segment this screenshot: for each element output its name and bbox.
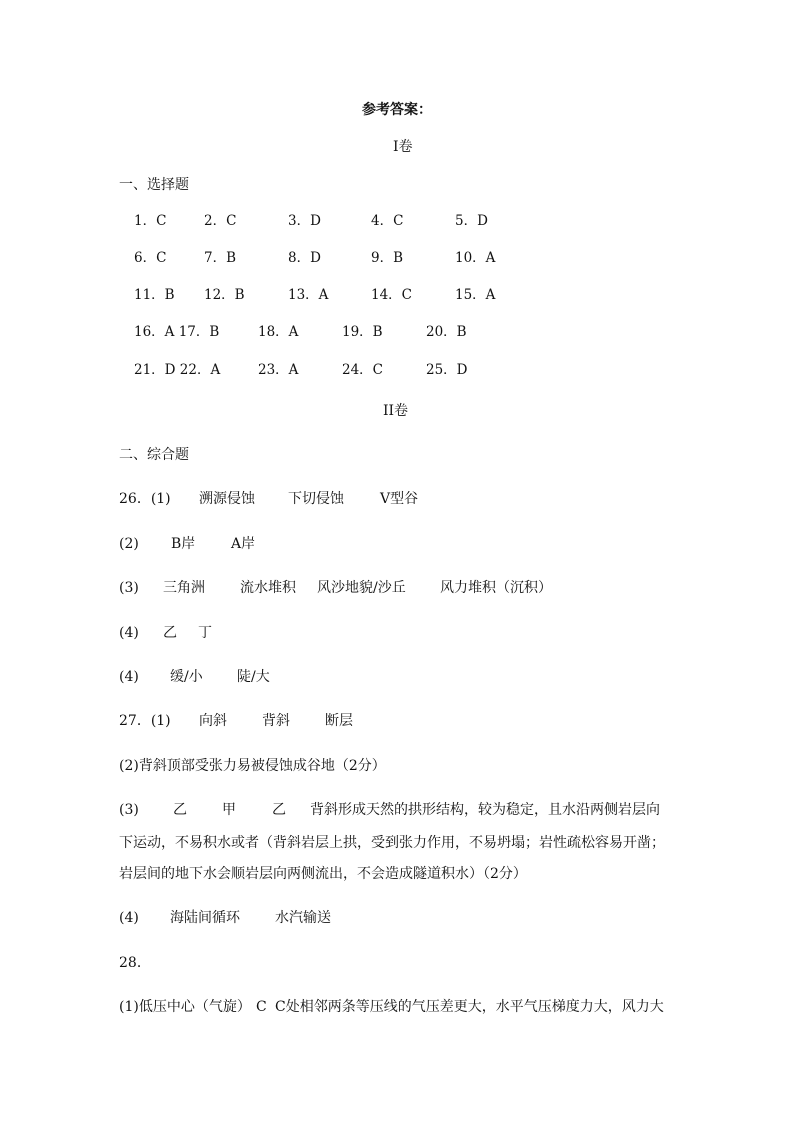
q28-number: 28． (119, 955, 151, 971)
answer-text: 水汽输送 (275, 910, 331, 926)
answer-text: 断层 (325, 713, 353, 729)
answer-text: 丁 (198, 625, 212, 641)
mc-answer: 9．B (371, 250, 404, 266)
answer-text: 海陆间循环 (170, 910, 240, 926)
mc-answer: 18．A (258, 324, 299, 340)
mc-answer: 10．A (455, 250, 496, 266)
answer-text: 乙 (163, 625, 177, 641)
mc-answer: 2．C (204, 213, 237, 229)
mc-answer: 5．D (455, 213, 488, 229)
mc-answer: 23．A (258, 362, 299, 378)
mc-answer: 8．D (288, 250, 321, 266)
part-number: (2) (119, 536, 139, 552)
part-number: (4) (119, 669, 139, 685)
mc-answer: 6．C (134, 250, 167, 266)
q27-part3-line2: 下运动，不易积水或者（背斜岩层上拱，受到张力作用，不易坍塌；岩性疏松容易开凿； (119, 835, 665, 851)
mc-answer: 11．B (134, 287, 175, 303)
q26-part4b (119, 667, 539, 687)
q27-part1 (119, 711, 539, 731)
mc-answer: 20．B (426, 324, 467, 340)
mc-answer: 13．A (288, 287, 329, 303)
part-number: (4) (119, 910, 139, 926)
answer-text: 向斜 (199, 713, 227, 729)
mc-answer: 24．C (342, 362, 384, 378)
section-1-heading: 一、选择题 (119, 177, 189, 193)
answer-text: 背斜形成天然的拱形结构，较为稳定，且水沿两侧岩层向 (310, 802, 660, 818)
answer-text: 下切侵蚀 (288, 491, 344, 507)
answer-text: 陡/大 (237, 669, 270, 685)
q27-part4 (119, 908, 539, 928)
answer-text: 甲 (222, 802, 236, 818)
answer-text: C (256, 999, 267, 1015)
question-number: 27．(1) (119, 713, 171, 729)
answer-text: 乙 (173, 802, 187, 818)
q26-part1 (119, 489, 539, 509)
answer-text: 乙 (272, 802, 286, 818)
mc-row-2 (134, 249, 514, 267)
answer-text: 溯源侵蚀 (199, 491, 255, 507)
mc-answer: 25．D (426, 362, 468, 378)
mc-answer: 1．C (134, 213, 167, 229)
answer-text: 缓/小 (170, 669, 203, 685)
answer-text: B岸 (171, 536, 196, 552)
mc-answer: 21．D 22．A (134, 362, 221, 378)
mc-answer: 12．B (204, 287, 245, 303)
answer-text: V型谷 (380, 491, 419, 507)
answer-text: 三角洲 (163, 580, 205, 596)
answer-text: (1)低压中心（气旋） (119, 999, 251, 1015)
volume-1-heading: I卷 (393, 139, 413, 155)
q26-part3 (119, 578, 659, 598)
q27-part3-line3: 岩层间的地下水会顺岩层向两侧流出，不会造成隧道积水）（2分） (119, 866, 527, 882)
mc-answer: 7．B (204, 250, 237, 266)
mc-row-4 (134, 323, 514, 341)
q28-part1 (119, 997, 679, 1017)
q26-part4a (119, 623, 539, 643)
section-2-heading: 二、综合题 (119, 447, 189, 463)
mc-answer: 16．A 17．B (134, 324, 220, 340)
page-title: 参考答案： (362, 102, 432, 118)
answer-text: A岸 (231, 536, 256, 552)
mc-row-1 (134, 212, 514, 230)
answer-text: 风沙地貌/沙丘 (317, 580, 406, 596)
mc-answer: 4．C (371, 213, 404, 229)
volume-2-heading: II卷 (383, 403, 409, 419)
q27-part3 (119, 800, 679, 820)
mc-row-3 (134, 286, 514, 304)
mc-answer: 14．C (371, 287, 413, 303)
mc-answer: 15．A (455, 287, 496, 303)
answer-text: 流水堆积 (240, 580, 296, 596)
part-number: (3) (119, 802, 139, 818)
mc-answer: 19．B (342, 324, 383, 340)
answer-text: 风力堆积（沉积） (440, 580, 552, 596)
q27-part2: (2)背斜顶部受张力易被侵蚀成谷地（2分） (119, 758, 386, 774)
mc-row-5 (134, 361, 514, 379)
mc-answer: 3．D (288, 213, 321, 229)
q26-part2 (119, 534, 539, 554)
answer-text: C处相邻两条等压线的气压差更大，水平气压梯度力大，风力大 (275, 999, 664, 1015)
part-number: (3) (119, 580, 139, 596)
answer-text: 背斜 (262, 713, 290, 729)
part-number: (4) (119, 625, 139, 641)
question-number: 26．(1) (119, 491, 171, 507)
